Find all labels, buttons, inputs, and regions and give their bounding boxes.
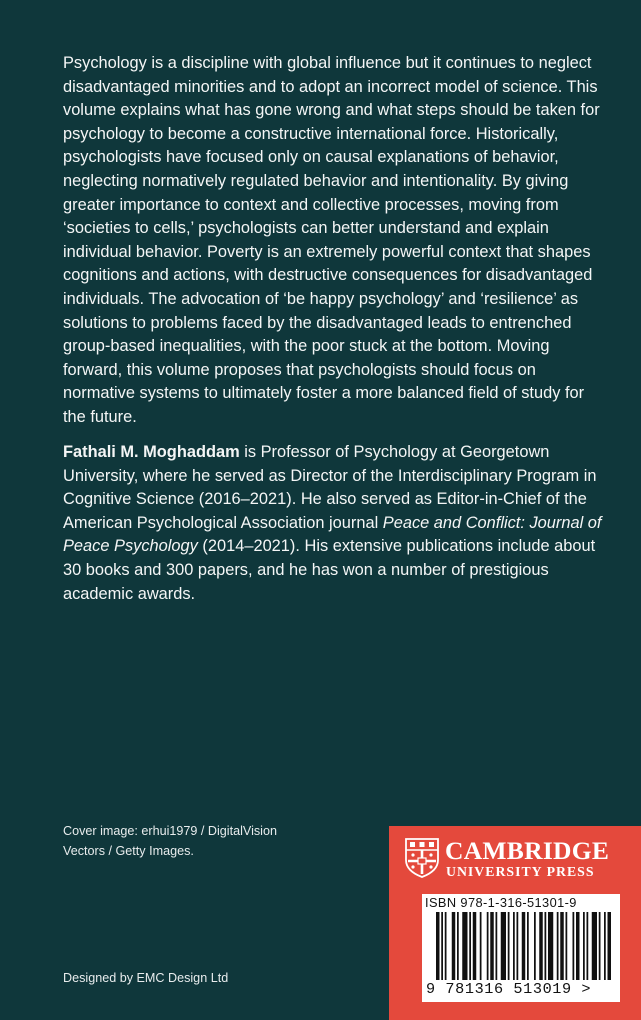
barcode-bar xyxy=(496,912,498,980)
barcode-bar xyxy=(576,912,580,980)
cambridge-crest-icon xyxy=(405,838,439,878)
barcode-bar xyxy=(480,912,482,980)
barcode-bar xyxy=(592,912,597,980)
barcode-bar xyxy=(587,912,589,980)
designer-credit: Designed by EMC Design Ltd xyxy=(63,971,229,985)
barcode-bar xyxy=(462,912,467,980)
barcode-bar xyxy=(436,912,440,980)
credit-line-2: Vectors / Getty Images. xyxy=(63,843,194,858)
barcode-bar xyxy=(608,912,612,980)
barcode-bar xyxy=(522,912,526,980)
isbn-label: ISBN 978-1-316-51301-9 xyxy=(425,895,577,910)
barcode-bar xyxy=(583,912,585,980)
journal-title: Peace and Conflict: Journal of Peace Psychology xyxy=(63,513,602,556)
barcode-bar xyxy=(599,912,601,980)
publisher-subtitle: UNIVERSITY PRESS xyxy=(446,864,595,879)
barcode-bar xyxy=(445,912,447,980)
bio-text-2: (2014–2021). His extensive publications include about 30 books and 300 papers, and he has won a number of prestigious academic awards. xyxy=(63,537,596,603)
barcode-bar xyxy=(557,912,559,980)
barcode-bar xyxy=(469,912,471,980)
barcode-bar xyxy=(545,912,547,980)
credit-line-1: Cover image: erhui1979 / DigitalVision xyxy=(63,824,277,838)
barcode-digits: 9 781316 513019 > xyxy=(426,980,592,998)
publisher-panel xyxy=(389,826,641,1020)
barcode-bar xyxy=(513,912,515,980)
barcode-bar xyxy=(487,912,489,980)
barcode-bar xyxy=(508,912,510,980)
barcode-bar xyxy=(441,912,443,980)
bio-text-1: is Professor of Psychology at Georgetown University, where he served as Director of the Interdisciplinary Program in Cognitive Science (2016–2021). He also served as Editor-in-Chief of the American Psychological Association journal xyxy=(63,443,597,532)
publisher-name: CAMBRIDGE xyxy=(445,836,610,865)
barcode-bar xyxy=(560,912,564,980)
barcode-bar xyxy=(539,912,543,980)
barcode-bar xyxy=(573,912,575,980)
barcode-bar xyxy=(566,912,568,980)
barcode-bar xyxy=(527,912,529,980)
barcode-bars xyxy=(430,912,614,980)
barcode-bar xyxy=(457,912,459,980)
cover-image-credit xyxy=(63,822,363,861)
barcode-bar xyxy=(452,912,456,980)
author-bio xyxy=(63,441,608,606)
barcode-bar xyxy=(490,912,494,980)
barcode-bar xyxy=(473,912,477,980)
author-name: Fathali M. Moghaddam xyxy=(63,443,240,461)
barcode-bar xyxy=(548,912,553,980)
barcode-bar xyxy=(517,912,519,980)
barcode-bar xyxy=(501,912,506,980)
barcode-bar xyxy=(604,912,606,980)
barcode-bar xyxy=(534,912,536,980)
book-description: Psychology is a discipline with global influence but it continues to neglect disadvantaged minorities and to adopt an incorrect model of science. This volume explains what has gone wrong and what steps should be taken for psychology to become a constructive international force. Historically, psychologists have focused only on causal explanations of behavior, neglecting normatively regulated behavior and intentionality. By giving greater importance to context and collective processes, moving from ‘societies to cells,’ psychologists can better understand and explain individual behavior. Poverty is an extremely powerful context that shapes cognitions and actions, with destructive consequences for disadvantaged individuals. The advocation of ‘be happy psychology’ and ‘resilience’ as solutions to problems faced by the disadvantaged leads to entrenched group-based inequalities, with the poor stuck at the bottom. Moving forward, this volume proposes that psychologists should focus on normative systems to ultimately foster a more balanced field of study for the future. xyxy=(63,54,600,426)
